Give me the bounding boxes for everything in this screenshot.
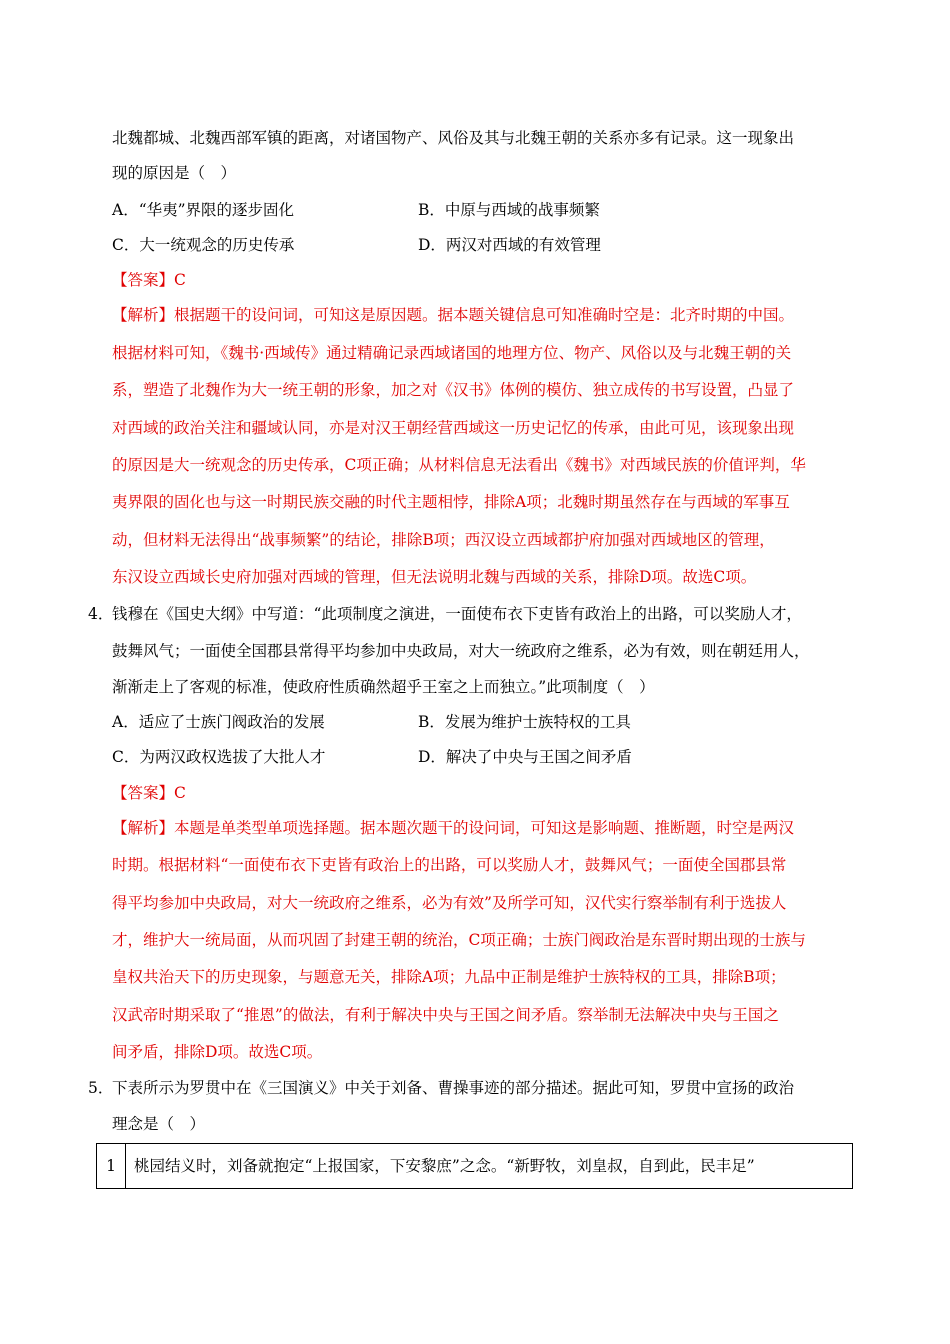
q4-analysis-line: 汉武帝时期采取了“推恩”的做法，有利于解决中央与王国之间矛盾。察举制无法解决中央与王国之 — [112, 1006, 779, 1024]
q3-analysis-line: 对西域的政治关注和疆域认同，亦是对汉王朝经营西域这一历史记忆的传承，由此可见，该现象出现 — [112, 419, 795, 437]
q4-analysis-line: 时期。根据材料“一面使布衣下吏皆有政治上的出路，可以奖励人才，鼓舞风气；一面使全国郡县常 — [112, 856, 787, 874]
q4-analysis-line: 得平均参加中央政局，对大一统政府之维系，必为有效”及所学可知，汉代实行察举制有利于选拔人 — [112, 894, 787, 912]
q3-stem-line: 现的原因是（ ） — [112, 164, 237, 182]
q5-stem-line: 理念是（ ） — [112, 1115, 206, 1133]
q3-analysis-line: 根据材料可知，《魏书·西域传》通过精确记录西域诸国的地理方位、物产、风俗以及与北魏王朝的关 — [112, 344, 792, 362]
q3-analysis-line: 动，但材料无法得出“战事频繁”的结论，排除B项；西汉设立西域都护府加强对西域地区的管理， — [112, 531, 775, 549]
q3-analysis-line: 夷界限的固化也与这一时期民族交融的时代主题相悖，排除A项；北魏时期虽然存在与西域的军事互 — [112, 493, 790, 511]
q4-option-b: B．发展为维护士族特权的工具 — [418, 713, 631, 731]
q3-analysis-line: 【解析】根据题干的设问词，可知这是原因题。据本题关键信息可知准确时空是：北齐时期的中国。 — [112, 306, 795, 324]
q3-analysis-line: 的原因是大一统观念的历史传承，C项正确；从材料信息无法看出《魏书》对西域民族的价值评判，华 — [112, 456, 806, 474]
q4-analysis-line: 【解析】本题是单类型单项选择题。据本题次题干的设问词，可知这是影响题、推断题，时空是两汉 — [112, 819, 795, 837]
q4-analysis-line: 皇权共治天下的历史现象，与题意无关，排除A项；九品中正制是维护士族特权的工具，排除B项； — [112, 968, 786, 986]
q3-stem-line: 北魏都城、北魏西部军镇的距离，对诸国物产、风俗及其与北魏王朝的关系亦多有记录。这一现象出 — [112, 129, 795, 147]
table-row-text: 桃园结义时，刘备就抱定“上报国家，下安黎庶”之念。“新野牧，刘皇叔，自到此，民丰足” — [126, 1144, 853, 1189]
q3-option-d: D．两汉对西域的有效管理 — [418, 236, 601, 254]
q4-analysis-line: 才，维护大一统局面，从而巩固了封建王朝的统治，C项正确；士族门阀政治是东晋时期出现的士族与 — [112, 931, 806, 949]
q3-analysis-line: 东汉设立西域长史府加强对西域的管理，但无法说明北魏与西域的关系，排除D项。故选C项。 — [112, 568, 757, 586]
q5-table — [96, 1143, 853, 1189]
q4-stem-line: 钱穆在《国史大纲》中写道：“此项制度之演进，一面使布衣下吏皆有政治上的出路，可以奖励人才， — [112, 605, 802, 623]
q3-answer: 【答案】C — [112, 271, 186, 289]
table-row — [97, 1144, 853, 1189]
q5-number: 5． — [88, 1079, 114, 1097]
q4-option-a: A．适应了士族门阀政治的发展 — [112, 713, 325, 731]
q3-analysis-line: 系，塑造了北魏作为大一统王朝的形象，加之对《汉书》体例的模仿、独立成传的书写设置，凸显了 — [112, 381, 795, 399]
q4-option-d: D．解决了中央与王国之间矛盾 — [418, 748, 632, 766]
q5-stem-line: 下表所示为罗贯中在《三国演义》中关于刘备、曹操事迹的部分描述。据此可知，罗贯中宣扬的政治 — [112, 1079, 795, 1097]
table-row-index: 1 — [97, 1144, 126, 1189]
q4-stem-line: 渐渐走上了客观的标准，使政府性质确然超乎王室之上而独立。”此项制度（ ） — [112, 678, 655, 696]
q4-option-c: C．为两汉政权选拔了大批人才 — [112, 748, 326, 766]
q4-analysis-line: 间矛盾，排除D项。故选C项。 — [112, 1043, 323, 1061]
q4-number: 4． — [88, 605, 114, 623]
q3-option-c: C．大一统观念的历史传承 — [112, 236, 295, 254]
q4-stem-line: 鼓舞风气；一面使全国郡县常得平均参加中央政局，对大一统政府之维系，必为有效，则在朝廷用人， — [112, 642, 810, 660]
q4-answer: 【答案】C — [112, 784, 186, 802]
q3-option-b: B．中原与西域的战事频繁 — [418, 201, 600, 219]
q3-option-a: A．“华夷”界限的逐步固化 — [112, 201, 295, 219]
